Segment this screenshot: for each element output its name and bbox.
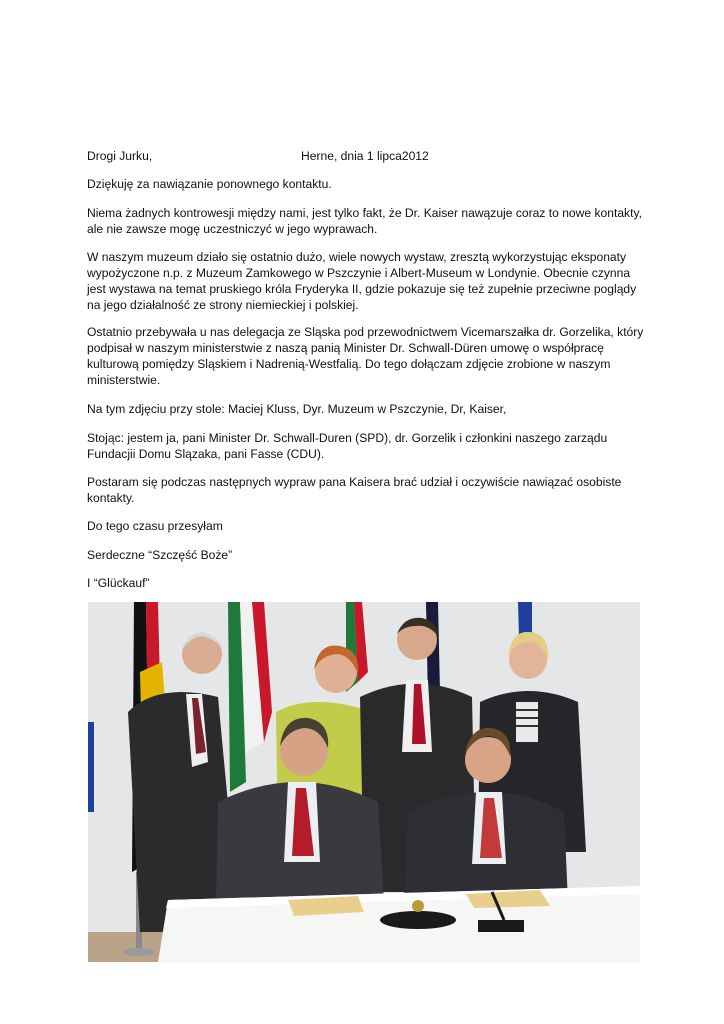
paragraph-delegation: Ostatnio przebywała u nas delegacja ze Sląska pod przewodnictwem Vicemarszałka dr. Gorzelika, który podpisał w naszym ministerstwie z naszą panią Minister Dr. Schwall-Düren umowę o współpracę kulturową pomiędzy Sląskiem i Nadrenią-Westfalią. Do tego dołączam zdjęcie zrobione w naszym ministerstwie.	[87, 325, 644, 387]
paragraph-glueckauf: I “Glückauf”	[87, 576, 150, 590]
paragraph-greeting: Serdeczne “Szczęść Boże”	[87, 548, 233, 562]
paragraph-no-controversy: Niema żadnych kontrowesji między nami, jest tylko fakt, że Dr. Kaiser nawązuje coraz to nowe kontakty, ale nie zawsze mogę uczestniczyć w jego wyprawach.	[87, 206, 642, 236]
paragraph-standing: Stojąc: jestem ja, pani Minister Dr. Schwall-Duren (SPD), dr. Gorzelik i członkini naszego zarządu Fundacjii Domu Slązaka, pani Fasse (CDU).	[87, 431, 608, 461]
paragraph-thanks: Dziękuję za nawiązanie ponownego kontaktu.	[87, 177, 332, 191]
salutation: Drogi Jurku,	[87, 149, 153, 163]
signing-photo	[88, 602, 640, 962]
paragraph-next-trips: Postaram się podczas następnych wypraw pana Kaisera brać udział i oczywiście nawiązać osobiste kontakty.	[87, 475, 622, 505]
paragraph-at-table: Na tym zdjęciu przy stole: Maciej Kluss, Dyr. Muzeum w Pszczynie, Dr, Kaiser,	[87, 402, 507, 416]
paragraph-until-then: Do tego czasu przesyłam	[87, 519, 223, 533]
paragraph-museum: W naszym muzeum działo się ostatnio dużo, wiele nowych wystaw, zresztą wykorzystując eksponaty wypożyczone n.p. z Muzeum Zamkowego w Pszczynie i Albert-Museum w Londynie. Obecnie czynna jest wystawa na temat pruskiego króla Fryderyka II, gdzie pokazuje się też zupełnie przeciwne poglądy na jego działalność ze strony niemieckiej i polskiej.	[87, 250, 637, 312]
signing-photo-illustration	[88, 602, 640, 962]
place-date: Herne, dnia 1 lipca2012	[301, 149, 429, 163]
